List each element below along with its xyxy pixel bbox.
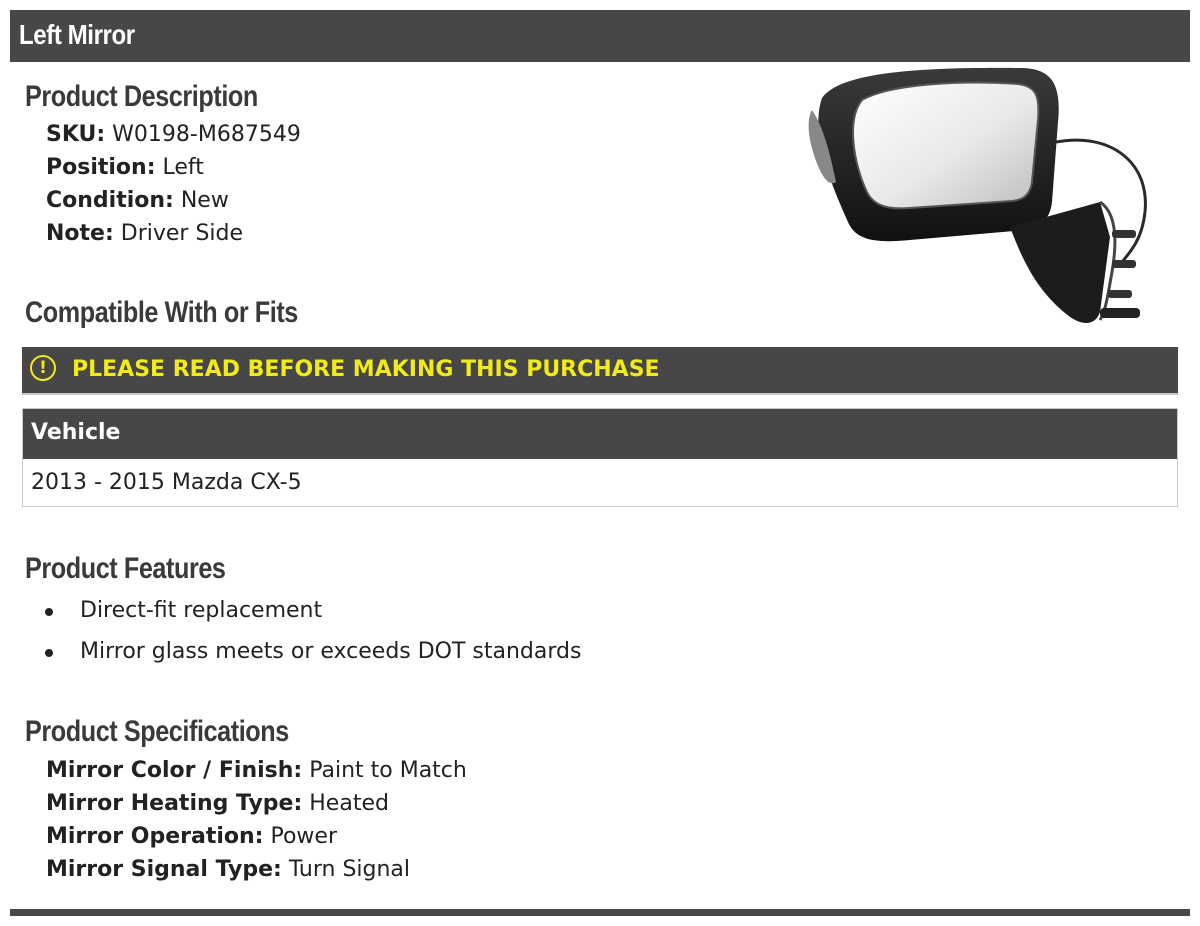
compatibility-heading: Compatible With or Fits	[25, 296, 298, 329]
bottom-divider	[10, 909, 1190, 916]
vehicle-table-row: 2013 - 2015 Mazda CX-5	[31, 470, 302, 495]
spec-value: Heated	[309, 791, 389, 816]
note-value: Driver Side	[120, 221, 244, 246]
sku-row	[46, 122, 301, 147]
sku-label: SKU:	[46, 122, 106, 147]
condition-row	[46, 188, 229, 213]
position-value: Left	[162, 155, 204, 180]
bullet-icon	[45, 649, 53, 657]
spec-row-signal	[46, 857, 410, 882]
page-title: Left Mirror	[19, 19, 135, 50]
spec-value: Paint to Match	[309, 758, 467, 783]
note-row	[46, 221, 243, 246]
condition-label: Condition:	[46, 188, 174, 213]
bullet-icon	[45, 608, 53, 616]
position-label: Position:	[46, 155, 156, 180]
purchase-warning-text: PLEASE READ BEFORE MAKING THIS PURCHASE	[72, 357, 660, 382]
position-row	[46, 155, 204, 180]
product-features-heading: Product Features	[25, 552, 226, 585]
vehicle-table-header: Vehicle	[23, 409, 1177, 459]
product-description-heading: Product Description	[25, 80, 258, 113]
mirror-product-image	[800, 62, 1170, 337]
features-list	[0, 598, 581, 680]
list-item	[0, 639, 581, 680]
spec-row-heating	[46, 791, 389, 816]
spec-value: Turn Signal	[288, 857, 411, 882]
product-specifications-heading: Product Specifications	[25, 715, 289, 748]
list-item	[0, 598, 581, 639]
spec-row-operation	[46, 824, 337, 849]
spec-label: Mirror Heating Type:	[46, 791, 303, 816]
spec-label: Mirror Signal Type:	[46, 857, 282, 882]
spec-label: Mirror Color / Finish:	[46, 758, 303, 783]
vehicle-table	[22, 408, 1178, 507]
spec-label: Mirror Operation:	[46, 824, 264, 849]
spec-value: Power	[270, 824, 337, 849]
title-bar	[10, 10, 1190, 62]
feature-text: Direct-fit replacement	[80, 598, 323, 623]
spec-row-color	[46, 758, 467, 783]
feature-text: Mirror glass meets or exceeds DOT standards	[80, 639, 582, 664]
purchase-warning-banner	[22, 347, 1178, 395]
exclamation-circle-icon: !	[30, 355, 56, 381]
note-label: Note:	[46, 221, 114, 246]
sku-value: W0198-M687549	[112, 122, 301, 147]
condition-value: New	[180, 188, 229, 213]
